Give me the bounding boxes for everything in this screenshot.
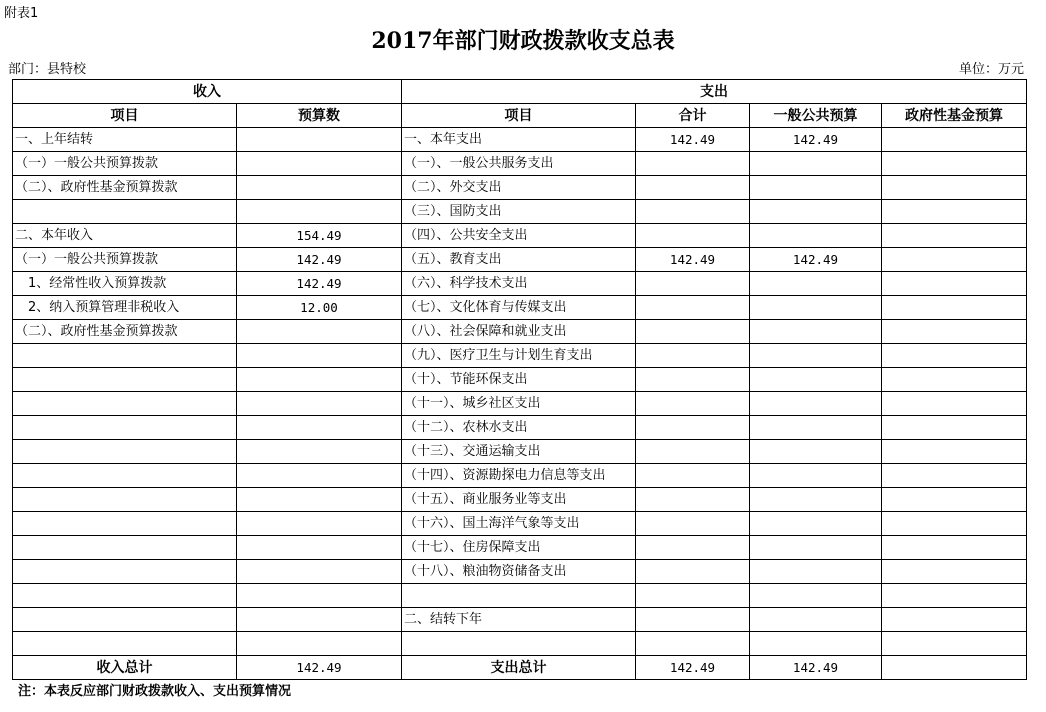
total-header: 合计	[636, 104, 750, 128]
general-budget-cell	[750, 440, 882, 464]
income-budget-cell	[237, 512, 402, 536]
general-budget-cell	[750, 488, 882, 512]
income-item-cell	[13, 440, 237, 464]
general-budget-cell	[750, 560, 882, 584]
income-budget-cell	[237, 560, 402, 584]
income-budget-cell: 12.00	[237, 296, 402, 320]
fund-budget-cell	[882, 176, 1027, 200]
expense-item-cell: （十）、节能环保支出	[402, 368, 636, 392]
income-budget-cell	[237, 536, 402, 560]
expense-total-cell	[636, 464, 750, 488]
expense-general-total: 142.49	[750, 656, 882, 680]
expense-item-cell: （八）、社会保障和就业支出	[402, 320, 636, 344]
expense-total-cell	[636, 152, 750, 176]
attachment-label: 附表1	[4, 6, 39, 21]
expense-item-cell	[402, 584, 636, 608]
table-row	[13, 344, 1027, 368]
expense-item-cell: （十五）、商业服务业等支出	[402, 488, 636, 512]
budget-table	[12, 79, 1027, 680]
income-item-cell	[13, 368, 237, 392]
table-row	[13, 440, 1027, 464]
expense-total-cell	[636, 320, 750, 344]
fund-budget-cell	[882, 368, 1027, 392]
income-item-cell: 1、经常性收入预算拨款	[13, 272, 237, 296]
income-budget-cell	[237, 440, 402, 464]
table-row	[13, 608, 1027, 632]
expense-total-cell	[636, 296, 750, 320]
general-budget-cell: 142.49	[750, 248, 882, 272]
income-item-cell	[13, 392, 237, 416]
general-budget-cell	[750, 344, 882, 368]
expense-item-cell: （十三）、交通运输支出	[402, 440, 636, 464]
fund-budget-cell	[882, 632, 1027, 656]
expense-item-header: 项目	[402, 104, 636, 128]
income-item-cell	[13, 464, 237, 488]
table-row	[13, 560, 1027, 584]
table-row	[13, 128, 1027, 152]
general-budget-cell	[750, 464, 882, 488]
fund-budget-cell	[882, 344, 1027, 368]
table-row	[13, 320, 1027, 344]
income-item-cell	[13, 488, 237, 512]
totals-row	[13, 656, 1027, 680]
fund-budget-cell	[882, 608, 1027, 632]
expense-total-cell	[636, 392, 750, 416]
income-header: 收入	[13, 80, 402, 104]
table-row	[13, 512, 1027, 536]
income-item-cell: 二、本年收入	[13, 224, 237, 248]
income-item-cell	[13, 200, 237, 224]
income-budget-cell: 142.49	[237, 272, 402, 296]
budget-header: 预算数	[237, 104, 402, 128]
income-total-label: 收入总计	[13, 656, 237, 680]
fund-budget-cell	[882, 128, 1027, 152]
income-item-cell: （一）一般公共预算拨款	[13, 248, 237, 272]
general-budget-cell	[750, 368, 882, 392]
page-title: 2017年部门财政拨款收支总表	[371, 28, 675, 54]
expense-total-cell	[636, 584, 750, 608]
expense-item-cell: （十四）、资源勘探电力信息等支出	[402, 464, 636, 488]
general-budget-cell	[750, 224, 882, 248]
expense-fund-total	[882, 656, 1027, 680]
header-row-1	[13, 80, 1027, 104]
fund-budget-cell	[882, 464, 1027, 488]
expense-total-cell	[636, 344, 750, 368]
fund-budget-cell	[882, 440, 1027, 464]
general-budget-cell	[750, 272, 882, 296]
expense-total-cell: 142.49	[636, 248, 750, 272]
general-budget-cell	[750, 536, 882, 560]
income-item-cell	[13, 416, 237, 440]
expense-total-cell	[636, 224, 750, 248]
expense-total-label: 支出总计	[402, 656, 636, 680]
general-budget-cell	[750, 200, 882, 224]
expense-item-cell: （十七）、住房保障支出	[402, 536, 636, 560]
general-budget-header: 一般公共预算	[750, 104, 882, 128]
header-row-2	[13, 104, 1027, 128]
general-budget-cell	[750, 296, 882, 320]
income-item-cell	[13, 608, 237, 632]
income-budget-cell	[237, 176, 402, 200]
expense-item-cell: （九）、医疗卫生与计划生育支出	[402, 344, 636, 368]
budget-table-body	[13, 80, 1027, 680]
income-item-cell: 2、纳入预算管理非税收入	[13, 296, 237, 320]
income-item-cell	[13, 584, 237, 608]
table-row	[13, 176, 1027, 200]
income-budget-cell	[237, 152, 402, 176]
expense-item-cell: （七）、文化体育与传媒支出	[402, 296, 636, 320]
income-budget-cell: 154.49	[237, 224, 402, 248]
expense-item-cell: （十一）、城乡社区支出	[402, 392, 636, 416]
income-budget-cell	[237, 608, 402, 632]
income-budget-cell	[237, 488, 402, 512]
general-budget-cell	[750, 608, 882, 632]
expense-total-cell	[636, 200, 750, 224]
fund-budget-cell	[882, 224, 1027, 248]
fund-budget-header: 政府性基金预算	[882, 104, 1027, 128]
table-row	[13, 488, 1027, 512]
income-item-cell: （一）一般公共预算拨款	[13, 152, 237, 176]
expense-item-cell: （四）、公共安全支出	[402, 224, 636, 248]
expense-item-cell: （六）、科学技术支出	[402, 272, 636, 296]
fund-budget-cell	[882, 512, 1027, 536]
expense-item-cell: （一）、一般公共服务支出	[402, 152, 636, 176]
expense-total-cell	[636, 608, 750, 632]
fund-budget-cell	[882, 416, 1027, 440]
expense-total-cell	[636, 368, 750, 392]
expense-item-cell: 二、结转下年	[402, 608, 636, 632]
department-label: 部门：县特校	[8, 62, 87, 77]
table-row	[13, 392, 1027, 416]
income-item-cell	[13, 512, 237, 536]
income-budget-cell	[237, 416, 402, 440]
income-item-cell	[13, 536, 237, 560]
expense-total-cell	[636, 272, 750, 296]
fund-budget-cell	[882, 488, 1027, 512]
table-row	[13, 464, 1027, 488]
general-budget-cell	[750, 512, 882, 536]
income-budget-cell: 142.49	[237, 248, 402, 272]
income-budget-cell	[237, 464, 402, 488]
unit-label: 单位：万元	[958, 62, 1024, 77]
table-row	[13, 200, 1027, 224]
expense-total-value: 142.49	[636, 656, 750, 680]
expense-item-cell: 一、本年支出	[402, 128, 636, 152]
fund-budget-cell	[882, 536, 1027, 560]
fund-budget-cell	[882, 584, 1027, 608]
expense-total-cell	[636, 536, 750, 560]
income-item-cell: 一、上年结转	[13, 128, 237, 152]
general-budget-cell	[750, 392, 882, 416]
general-budget-cell	[750, 320, 882, 344]
expense-total-cell	[636, 440, 750, 464]
income-budget-cell	[237, 128, 402, 152]
income-total-value: 142.49	[237, 656, 402, 680]
expense-item-cell: （十二）、农林水支出	[402, 416, 636, 440]
expense-item-cell: （三）、国防支出	[402, 200, 636, 224]
income-budget-cell	[237, 368, 402, 392]
table-row	[13, 152, 1027, 176]
fund-budget-cell	[882, 296, 1027, 320]
general-budget-cell	[750, 152, 882, 176]
income-item-cell: （二）、政府性基金预算拨款	[13, 176, 237, 200]
table-row	[13, 536, 1027, 560]
general-budget-cell	[750, 584, 882, 608]
expense-header: 支出	[402, 80, 1027, 104]
income-budget-cell	[237, 392, 402, 416]
table-row	[13, 368, 1027, 392]
expense-total-cell	[636, 512, 750, 536]
income-budget-cell	[237, 320, 402, 344]
fund-budget-cell	[882, 200, 1027, 224]
income-item-cell	[13, 344, 237, 368]
income-item-cell: （二）、政府性基金预算拨款	[13, 320, 237, 344]
expense-total-cell	[636, 560, 750, 584]
income-item-header: 项目	[13, 104, 237, 128]
table-row	[13, 272, 1027, 296]
fund-budget-cell	[882, 248, 1027, 272]
fund-budget-cell	[882, 152, 1027, 176]
income-budget-cell	[237, 632, 402, 656]
general-budget-cell: 142.49	[750, 128, 882, 152]
expense-item-cell	[402, 632, 636, 656]
expense-total-cell	[636, 632, 750, 656]
table-row	[13, 416, 1027, 440]
expense-total-cell	[636, 176, 750, 200]
expense-total-cell: 142.49	[636, 128, 750, 152]
expense-item-cell: （十六）、国土海洋气象等支出	[402, 512, 636, 536]
table-row	[13, 584, 1027, 608]
expense-item-cell: （十八）、粮油物资储备支出	[402, 560, 636, 584]
general-budget-cell	[750, 416, 882, 440]
expense-item-cell: （二）、外交支出	[402, 176, 636, 200]
fund-budget-cell	[882, 272, 1027, 296]
expense-total-cell	[636, 488, 750, 512]
income-budget-cell	[237, 200, 402, 224]
table-row	[13, 248, 1027, 272]
table-row	[13, 224, 1027, 248]
table-row	[13, 632, 1027, 656]
income-budget-cell	[237, 344, 402, 368]
fund-budget-cell	[882, 320, 1027, 344]
fund-budget-cell	[882, 560, 1027, 584]
footnote: 注：本表反应部门财政拨款收入、支出预算情况	[18, 684, 292, 699]
fund-budget-cell	[882, 392, 1027, 416]
expense-item-cell: （五）、教育支出	[402, 248, 636, 272]
income-item-cell	[13, 632, 237, 656]
general-budget-cell	[750, 632, 882, 656]
general-budget-cell	[750, 176, 882, 200]
expense-total-cell	[636, 416, 750, 440]
table-row	[13, 296, 1027, 320]
income-budget-cell	[237, 584, 402, 608]
income-item-cell	[13, 560, 237, 584]
